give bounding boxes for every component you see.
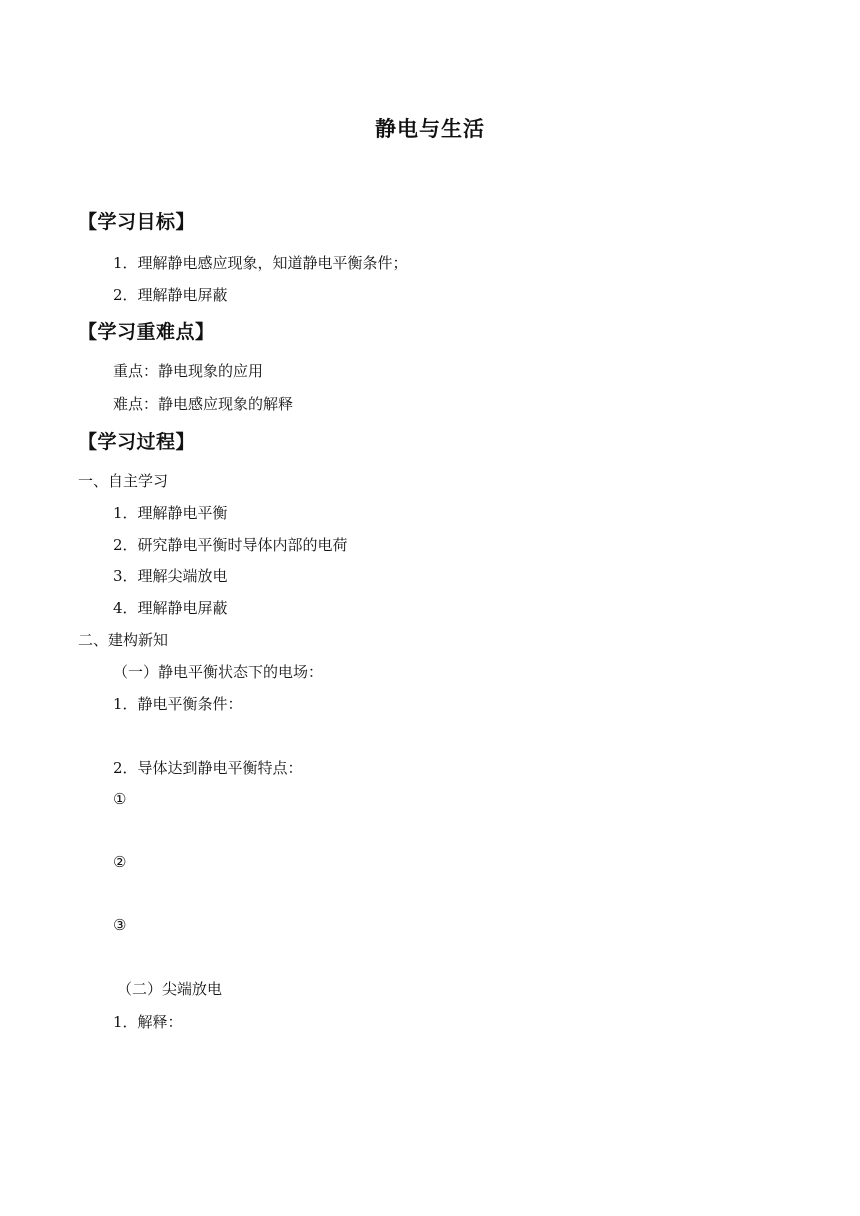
- self-study-item: 2．研究静电平衡时导体内部的电荷: [113, 536, 348, 554]
- numbered-mark: ②: [113, 853, 127, 871]
- numbered-mark: ③: [113, 916, 127, 934]
- key-points-heading: 【学习重难点】: [78, 321, 215, 343]
- numbered-mark: ①: [113, 790, 127, 808]
- self-study-item: 3．理解尖端放电: [113, 567, 228, 585]
- subsection-item: 1．静电平衡条件：: [113, 695, 243, 713]
- process-heading: 【学习过程】: [78, 431, 196, 453]
- subsection-item: 1．解释：: [113, 1013, 183, 1031]
- subsection-title: （二）尖端放电: [117, 980, 223, 998]
- subsection-item: 2．导体达到静电平衡特点：: [113, 759, 303, 777]
- self-study-item: 1．理解静电平衡: [113, 504, 228, 522]
- key-point-item: 重点：静电现象的应用: [113, 362, 264, 380]
- self-study-title: 一、自主学习: [78, 472, 169, 490]
- subsection-title: （一）静电平衡状态下的电场：: [113, 663, 324, 681]
- key-point-item: 难点：静电感应现象的解释: [113, 395, 294, 413]
- self-study-item: 4．理解静电屏蔽: [113, 599, 228, 617]
- objective-item: 1．理解静电感应现象，知道静电平衡条件；: [113, 254, 408, 272]
- document-title: 静电与生活: [375, 117, 485, 141]
- objective-item: 2．理解静电屏蔽: [113, 286, 228, 304]
- objectives-heading: 【学习目标】: [78, 211, 196, 233]
- new-knowledge-title: 二、建构新知: [78, 631, 169, 649]
